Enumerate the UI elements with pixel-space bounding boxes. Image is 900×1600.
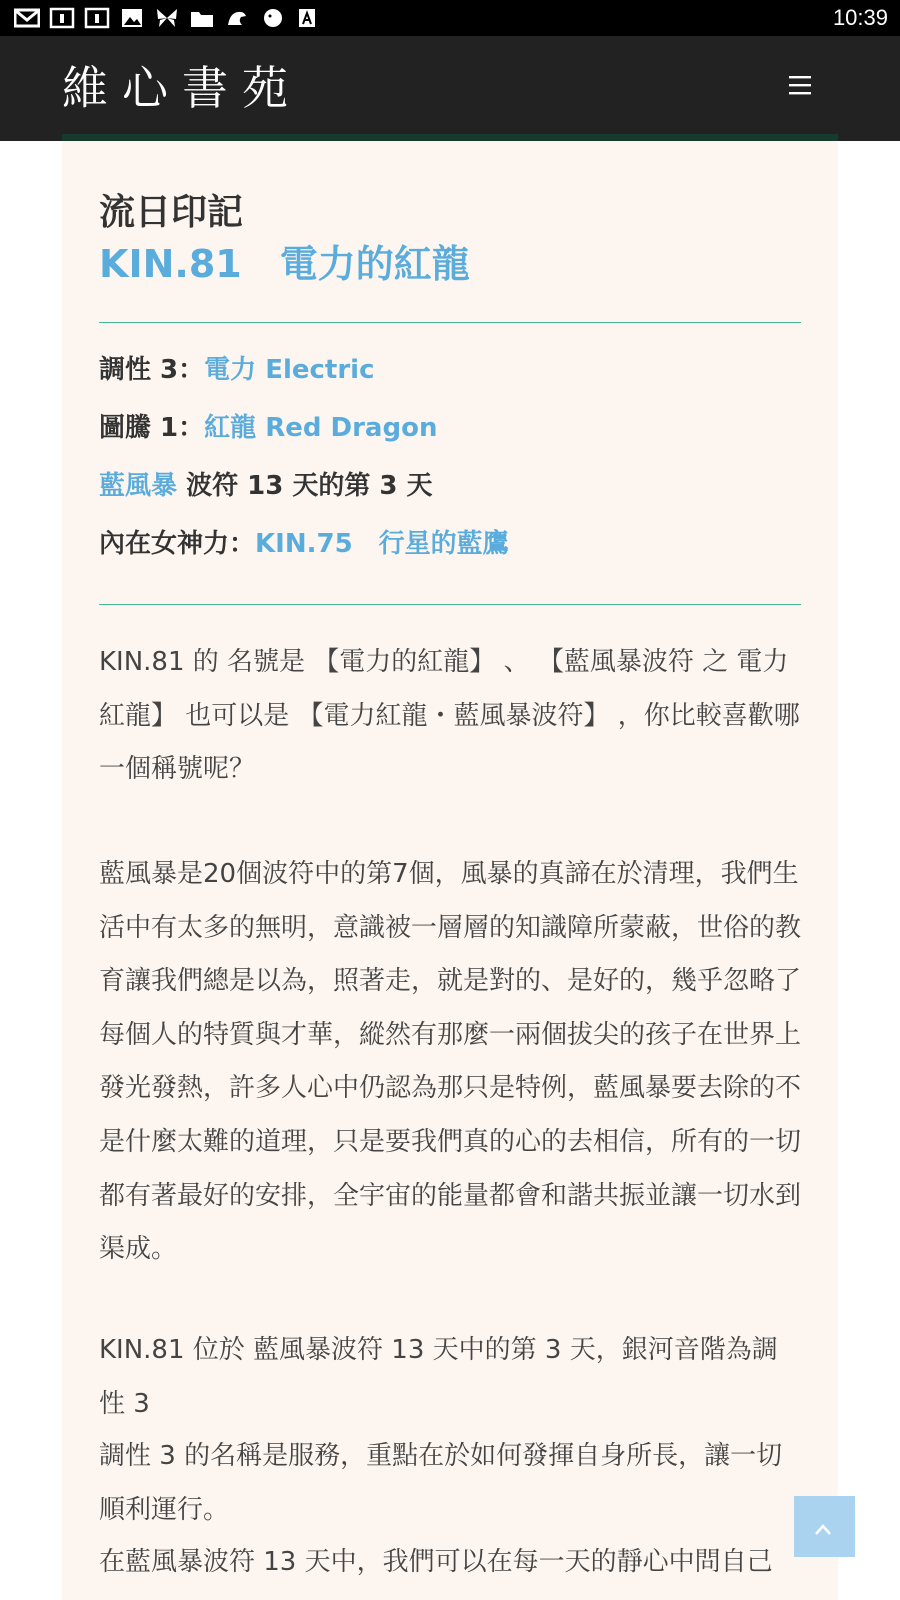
site-logo[interactable]: 維心書苑 <box>62 61 302 115</box>
article-card <box>62 141 838 1600</box>
app-bar <box>0 36 900 141</box>
article-paragraph: 在藍風暴波符 13 天中，我們可以在每一天的靜心中問自己 <box>99 1547 773 1577</box>
font-icon <box>294 7 320 29</box>
tone-label: 調性 3： <box>99 355 205 385</box>
calendar-1-icon <box>84 7 110 29</box>
butterfly-icon <box>154 7 180 29</box>
wavespell-link[interactable]: 藍風暴 <box>99 471 178 501</box>
hamburger-icon <box>789 75 811 95</box>
seal-value-link[interactable]: 紅龍 Red Dragon <box>204 413 438 443</box>
status-time: 10:39 <box>832 5 888 30</box>
info-tone <box>99 352 801 388</box>
divider <box>99 604 801 605</box>
folder-icon <box>189 7 215 29</box>
wavespell-text: 波符 13 天的第 3 天 <box>177 471 433 501</box>
goddess-label: 內在女神力： <box>99 529 256 559</box>
article-paragraph: 藍風暴是20個波符中的第7個，風暴的真諦在於清理，我們生活中有太多的無明，意識被一層層的知識障所蒙蔽，世俗的教育讓我們總是以為，照著走，就是對的、是好的，幾乎忽略了每個人的特質與才華，縱然有那麼一兩個拔尖的孩子在世界上發光發熱，許多人心中仍認為那只是特例，藍風暴要去除的不是什麼太難的道理，只是要我們真的心的去相信，所有的一切都有著最好的安排，全宇宙的能量都會和諧共振並讓一切水到渠成。 <box>99 859 802 1265</box>
article-subtitle[interactable]: KIN.81 電力的紅龍 <box>99 242 470 286</box>
info-seal <box>99 410 801 446</box>
article-title: 流日印記 <box>99 192 244 233</box>
image-icon <box>119 7 145 29</box>
card-top-border <box>62 134 838 141</box>
article-paragraph: KIN.81 的 名號是 【電力的紅龍】 、 【藍風暴波符 之 電力紅龍】 也可以是 【電力紅龍・藍風暴波符】 ，你比較喜歡哪一個稱號呢？ <box>99 647 800 785</box>
tone-value-link[interactable]: 電力 Electric <box>204 355 375 385</box>
back-to-top-button[interactable] <box>794 1496 855 1557</box>
chevron-up-icon <box>813 1520 833 1540</box>
gmail-icon <box>14 7 40 29</box>
dragon-icon <box>224 7 250 29</box>
article-paragraph: KIN.81 位於 藍風暴波符 13 天中的第 3 天，銀河音階為調性 3 <box>99 1335 778 1419</box>
calendar-1-icon <box>49 7 75 29</box>
seal-label: 圖騰 1： <box>99 413 205 443</box>
status-bar <box>0 0 900 36</box>
notification-icons <box>14 7 320 29</box>
menu-button[interactable] <box>786 72 814 100</box>
bird-icon <box>259 7 285 29</box>
info-wavespell <box>99 468 801 504</box>
info-goddess <box>99 526 801 562</box>
goddess-value-link[interactable]: KIN.75 行星的藍鷹 <box>255 529 509 559</box>
article-paragraph: 調性 3 的名稱是服務，重點在於如何發揮自身所長，讓一切順利運行。 <box>99 1441 783 1525</box>
divider <box>99 322 801 323</box>
